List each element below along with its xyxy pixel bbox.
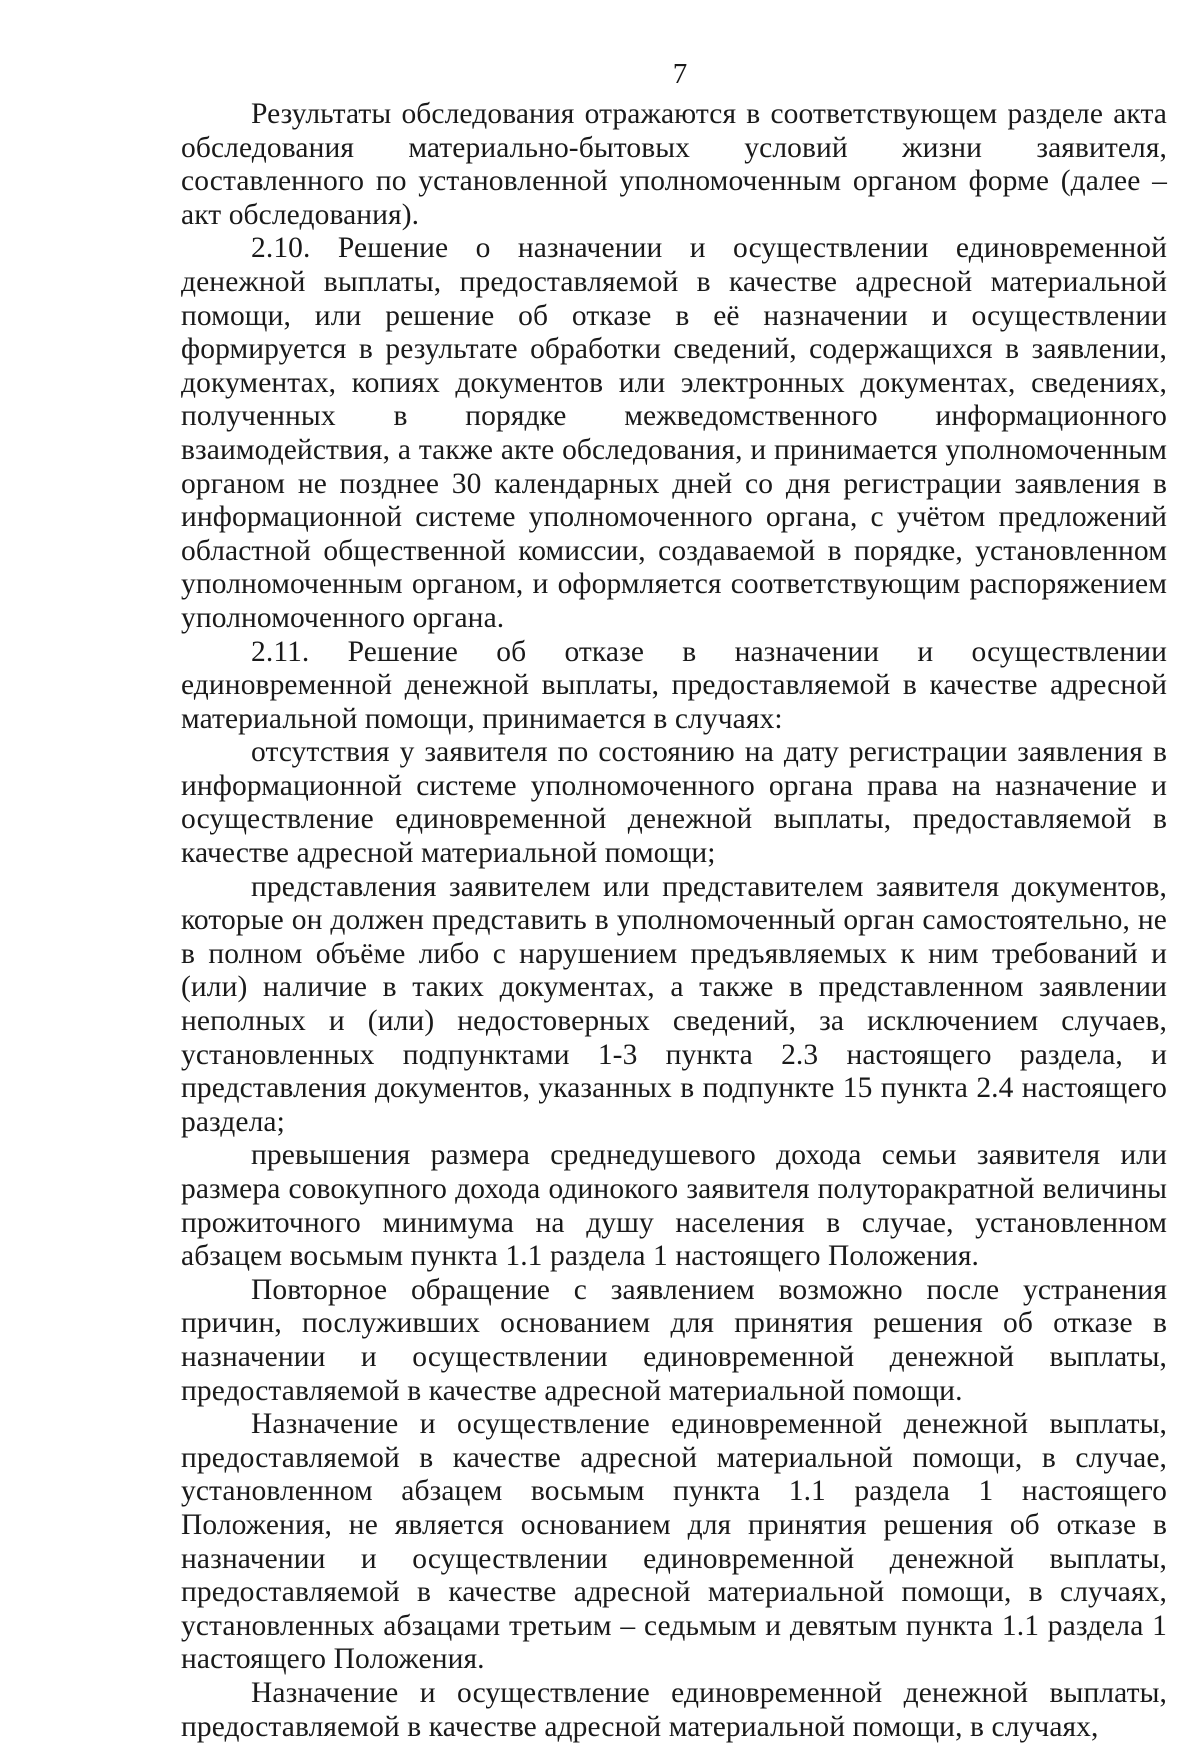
paragraph-refusal-case-no-right: отсутствия у заявителя по состоянию на дату регистрации заявления в информационной системе уполномоченного органа права на назначение и осуществление единовременной денежной выплаты, предоставляемой в качестве адресной материальной помощи; bbox=[181, 736, 1167, 870]
paragraph-assignment-not-grounds: Назначение и осуществление единовременной денежной выплаты, предоставляемой в качестве адресной материальной помощи, в случае, установленном абзацем восьмым пункта 1.1 раздела 1 настоящего Положения, не является основанием для принятия решения об отказе в назначении и осуществлении единовременной денежной выплаты, предоставляемой в качестве адресной материальной помощи, в случаях, установленных абзацами третьим – седьмым и девятым пункта 1.1 раздела 1 настоящего Положения. bbox=[181, 1408, 1167, 1676]
paragraph-2-10-decision: 2.10. Решение о назначении и осуществлении единовременной денежной выплаты, предоставляемой в качестве адресной материальной помощи, или решение об отказе в её назначении и осуществлении формируется в результате обработки сведений, содержащихся в заявлении, документах, копиях документов или электронных документах, сведениях, полученных в порядке межведомственного информационного взаимодействия, а также акте обследования, и принимается уполномоченным органом не позднее 30 календарных дней со дня регистрации заявления в информационной системе уполномоченного органа, с учётом предложений областной общественной комиссии, создаваемой в порядке, установленном уполномоченным органом, и оформляется соответствующим распоряжением уполномоченного органа. bbox=[181, 232, 1167, 634]
paragraph-refusal-case-documents: представления заявителем или представителем заявителя документов, которые он должен представить в уполномоченный орган самостоятельно, не в полном объёме либо с нарушением предъявляемых к ним требований и (или) наличие в таких документах, а также в представленном заявлении неполных и (или) недостоверных сведений, за исключением случаев, установленных подпунктами 1-3 пункта 2.3 настоящего раздела, и представления документов, указанных в подпункте 15 пункта 2.4 настоящего раздела; bbox=[181, 870, 1167, 1138]
paragraph-repeat-application: Повторное обращение с заявлением возможно после устранения причин, послуживших основанием для принятия решения об отказе в назначении и осуществлении единовременной денежной выплаты, предоставляемой в качестве адресной материальной помощи. bbox=[181, 1273, 1167, 1407]
paragraph-2-11-refusal: 2.11. Решение об отказе в назначении и осуществлении единовременной денежной выплаты, предоставляемой в качестве адресной материальной помощи, принимается в случаях: bbox=[181, 635, 1167, 735]
paragraph-assignment-continued: Назначение и осуществление единовременной денежной выплаты, предоставляемой в качестве адресной материальной помощи, в случаях, bbox=[181, 1676, 1167, 1743]
document-body bbox=[181, 98, 1167, 1744]
paragraph-survey-results: Результаты обследования отражаются в соответствующем разделе акта обследования материально-бытовых условий жизни заявителя, составленного по установленной уполномоченным органом форме (далее – акт обследования). bbox=[181, 98, 1167, 231]
page-number: 7 bbox=[672, 58, 688, 90]
paragraph-refusal-case-income: превышения размера среднедушевого дохода семьи заявителя или размера совокупного дохода одинокого заявителя полуторакратной величины прожиточного минимума на душу населения в случае, установленном абзацем восьмым пункта 1.1 раздела 1 настоящего Положения. bbox=[181, 1139, 1167, 1273]
